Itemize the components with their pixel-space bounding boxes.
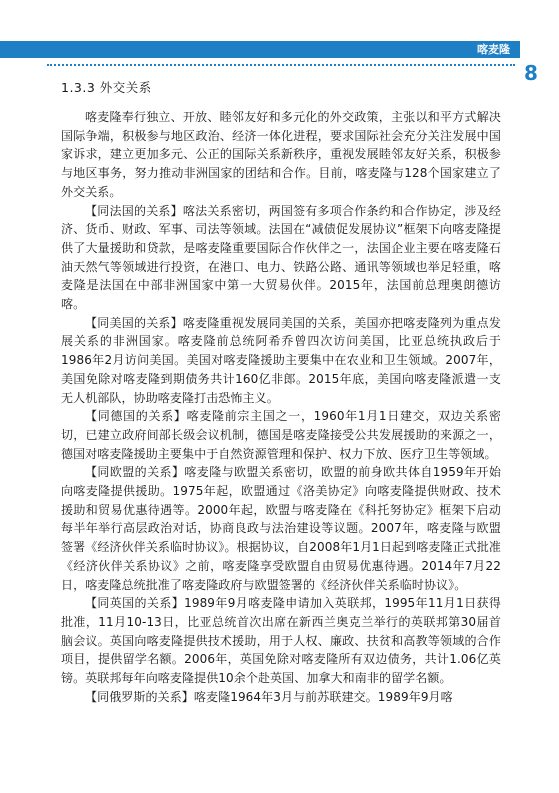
paragraph-text: 喀法关系密切，两国签有多项合作条约和合作协定，涉及经济、货币、财政、军事、司法等领域。法国在“减债促发展协议”框架下向喀麦隆提供了大量援助和贷款，是喀麦隆重要国际合作伙伴之一，法国企业主要在喀麦隆石油天然气等领域进行投资，在港口、电力、铁路公路、通讯等领域也举足轻重，喀麦隆是法国在中部非洲国家中第一大贸易伙伴。2015年，法国前总理奥朗德访喀。	[61, 203, 501, 312]
paragraph-france	[61, 202, 501, 314]
paragraph-tag: 【同欧盟的关系】	[85, 465, 185, 480]
paragraph-tag: 【同法国的关系】	[85, 203, 183, 218]
page-number: 8	[524, 61, 538, 85]
paragraph-tag: 【同英国的关系】	[85, 596, 185, 611]
paragraph-text: 喀麦隆与欧盟关系密切，欧盟的前身欧共体自1959年开始向喀麦隆提供援助。1975年起，欧盟通过《洛美协定》向喀麦隆提供财政、技术援助和贸易优惠待遇等。2000年起，欧盟与喀麦隆在《科托努协定》框架下启动每半年举行高层政治对话，协商良政与法治建设等议题。2007年，喀麦隆与欧盟签署《经济伙伴关系临时协议》。根据协议，自2008年1月1日起到喀麦隆正式批准《经济伙伴关系协议》之前，喀麦隆享受欧盟自由贸易优惠待遇。2014年7月22日，喀麦隆总统批准了喀麦隆政府与欧盟签署的《经济伙伴关系临时协议》。	[61, 465, 501, 592]
paragraph-germany	[61, 407, 501, 463]
paragraph-intro	[61, 108, 501, 202]
paragraph-text: 喀麦隆重视发展同美国的关系，美国亦把喀麦隆列为重点发展关系的非洲国家。喀麦隆前总统阿希乔曾四次访问美国，比亚总统执政后于1986年2月访问美国。美国对喀麦隆援助主要集中在农业和卫生领域。2007年，美国免除对喀麦隆到期债务共计160亿非郎。2015年底，美国向喀麦隆派遣一支无人机部队，协助喀麦隆打击恐怖主义。	[61, 315, 501, 405]
header-title: 喀麦隆	[477, 43, 510, 56]
paragraph-uk	[61, 594, 501, 688]
paragraph-text: 喀麦隆前宗主国之一，1960年1月1日建交，双边关系密切，已建立政府间部长级会议机制，德国是喀麦隆接受公共发展援助的来源之一，德国对喀麦隆援助主要集中于自然资源管理和保护、权力下放、医疗卫生等领域。	[61, 409, 501, 461]
section-heading: 1.3.3 外交关系	[61, 80, 152, 95]
dotted-divider	[47, 64, 515, 66]
paragraph-eu	[61, 463, 501, 594]
paragraph-russia	[61, 688, 501, 707]
header-bar	[0, 41, 520, 58]
page-body	[61, 80, 501, 707]
paragraph-tag: 【同德国的关系】	[85, 409, 187, 424]
paragraph-text: 喀麦隆1964年3月与前苏联建交。1989年9月喀	[193, 689, 453, 704]
paragraph-text: 1989年9月喀麦隆申请加入英联邦，1995年11月1日获得批准，11月10-13日，比亚总统首次出席在新西兰奥克兰举行的英联邦第30届首脑会议。英国向喀麦隆提供技术援助，用于人权、廉政、扶贫和高教等领域的合作项目，提供留学名额。2006年，英国免除对喀麦隆所有双边债务，共计1.06亿英镑。英联邦每年向喀麦隆提供10余个赴英国、加拿大和南非的留学名额。	[61, 596, 501, 686]
paragraph-text: 喀麦隆奉行独立、开放、睦邻友好和多元化的外交政策，主张以和平方式解决国际争端，积极参与地区政治、经济一体化进程，要求国际社会充分关注发展中国家诉求，建立更加多元、公正的国际关系新秩序，重视发展睦邻友好关系，积极参与地区事务，努力推动非洲国家的团结和合作。目前，喀麦隆与128个国家建立了外交关系。	[61, 110, 501, 199]
paragraph-usa	[61, 314, 501, 408]
paragraph-tag: 【同美国的关系】	[85, 315, 183, 330]
paragraph-tag: 【同俄罗斯的关系】	[85, 689, 194, 704]
